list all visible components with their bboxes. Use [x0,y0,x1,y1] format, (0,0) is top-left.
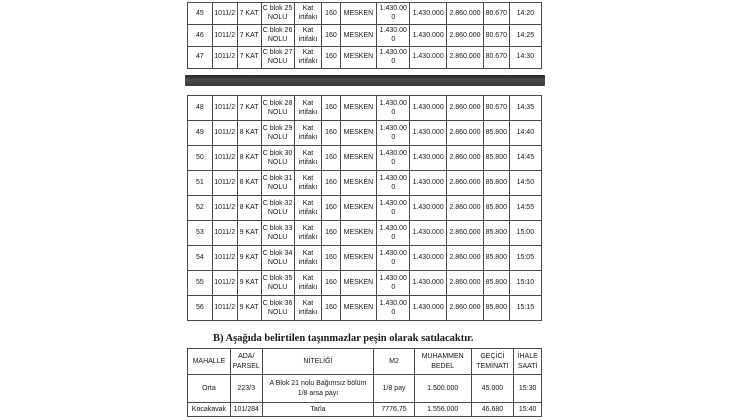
cell-teminat: 80.670 [483,24,509,46]
cell-nitelik: MESKEN [340,146,377,171]
cell-niteligi: A Blok 21 nolu Bağımsız bölüm 1/8 arsa payı [262,375,374,403]
cell-kat: 8 KAT [237,171,261,196]
cell-teminat: 85.800 [483,121,509,146]
cell-ada-parsel: 1011/2 [212,96,237,121]
cell-sira-no: 54 [188,246,213,271]
cell-m2: 160 [322,171,340,196]
cell-irtifak: Kat irtifakı [294,171,322,196]
cell-ada-parsel: 1011/2 [212,221,237,246]
cell-bedel-2: 1.430.000 [410,46,447,68]
cell-irtifak: Kat irtifakı [294,121,322,146]
cell-ihale-saati: 15:00 [509,221,541,246]
header-row [188,349,542,375]
cell-m2: 160 [322,121,340,146]
cell-kat: 7 KAT [237,24,261,46]
cell-ada-parsel: 1011/2 [212,196,237,221]
cash-sale-table-b [187,348,542,417]
cell-bedel-2: 1.430.000 [410,171,447,196]
cell-ihale-saati: 14:40 [509,121,541,146]
cell-m2: 160 [322,196,340,221]
table-a1-body [188,3,542,69]
cell-teminat: 85.800 [483,271,509,296]
cell-irtifak: Kat irtifakı [294,221,322,246]
cell-sira-no: 49 [188,121,213,146]
cell-sira-no: 46 [188,24,213,46]
cell-bedel-2: 1.430.000 [410,246,447,271]
cell-irtifak: Kat irtifakı [294,96,322,121]
cell-ada-parsel: 223/3 [230,375,262,403]
cell-bedel-2: 1.430.000 [410,271,447,296]
cell-bedel-1: 1.430.000 [377,271,410,296]
cell-m2: 160 [322,246,340,271]
cell-nitelik: MESKEN [340,246,377,271]
cell-nitelik: MESKEN [340,3,377,25]
cell-m2: 160 [322,3,340,25]
cell-teminat: 80.670 [483,96,509,121]
cell-ada-parsel: 1011/2 [212,246,237,271]
cell-bedel-1: 1.430.000 [377,96,410,121]
cell-kat: 9 KAT [237,271,261,296]
table-row [188,271,542,296]
cell-nitelik: MESKEN [340,46,377,68]
cell-m2: 160 [322,296,340,321]
cell-gecici-teminati: 45.000 [471,375,514,403]
cell-nitelik: MESKEN [340,121,377,146]
cell-kat: 8 KAT [237,196,261,221]
cell-m2: 160 [322,221,340,246]
cell-kat: 9 KAT [237,221,261,246]
cell-nitelik: MESKEN [340,296,377,321]
cell-ada-parsel: 1011/2 [212,121,237,146]
header-gecici-teminati: GEÇİCİ TEMİNATI [471,349,514,375]
cell-m2: 1/8 pay [374,375,415,403]
cell-ihale-saati: 14:30 [509,46,541,68]
cell-niteligi: Tarla [262,403,374,417]
cell-bedel-2: 1.430.000 [410,96,447,121]
cell-m2: 160 [322,24,340,46]
cell-nitelik: MESKEN [340,96,377,121]
cell-m2: 7776,75 [374,403,415,417]
cell-blok-no: C blok 33 NOLU [261,221,294,246]
cell-m2: 160 [322,46,340,68]
cell-bedel-1: 1.430.000 [377,246,410,271]
cell-blok-no: C blok 35 NOLU [261,271,294,296]
cell-blok-no: C blok 32 NOLU [261,196,294,221]
cell-bedel-2: 1.430.000 [410,3,447,25]
cell-toplam-bedel: 2.860.000 [447,246,484,271]
cell-teminat: 80.670 [483,46,509,68]
cell-ihale-saati: 14:50 [509,171,541,196]
table-row [188,46,542,68]
cell-bedel-1: 1.430.000 [377,3,410,25]
cell-mahalle: Orta [188,375,231,403]
cell-kat: 7 KAT [237,3,261,25]
cell-ada-parsel: 1011/2 [212,171,237,196]
cell-toplam-bedel: 2.860.000 [447,146,484,171]
cell-kat: 9 KAT [237,296,261,321]
cell-muhammen-bedel: 1.556.000 [414,403,471,417]
cell-irtifak: Kat irtifakı [294,271,322,296]
cell-kat: 7 KAT [237,46,261,68]
header-niteligi: NİTELİĞİ [262,349,374,375]
cell-bedel-1: 1.430.000 [377,171,410,196]
cell-sira-no: 52 [188,196,213,221]
header-muhammen-bedel: MUHAMMEN BEDEL [414,349,471,375]
table-row [188,403,542,417]
cell-sira-no: 48 [188,96,213,121]
cell-nitelik: MESKEN [340,24,377,46]
table-a2-body [188,96,542,321]
table-b-body [188,375,542,417]
cell-irtifak: Kat irtifakı [294,24,322,46]
cell-blok-no: C blok 30 NOLU [261,146,294,171]
table-row [188,3,542,25]
cell-irtifak: Kat irtifakı [294,3,322,25]
cell-teminat: 85.800 [483,196,509,221]
cell-ihale-saati: 15:30 [514,375,542,403]
header-m2: M2 [374,349,415,375]
page-break-separator-bar [185,75,545,86]
cell-kat: 8 KAT [237,146,261,171]
cell-bedel-2: 1.430.000 [410,296,447,321]
cell-bedel-2: 1.430.000 [410,146,447,171]
table-row [188,246,542,271]
cell-sira-no: 53 [188,221,213,246]
cell-nitelik: MESKEN [340,196,377,221]
cell-ada-parsel: 1011/2 [212,271,237,296]
cell-irtifak: Kat irtifakı [294,46,322,68]
cell-sira-no: 56 [188,296,213,321]
cell-kat: 8 KAT [237,121,261,146]
table-row [188,24,542,46]
auction-table-a-rows-48-56 [187,95,542,321]
table-row [188,296,542,321]
cell-nitelik: MESKEN [340,271,377,296]
cell-toplam-bedel: 2.860.000 [447,221,484,246]
cell-ada-parsel: 101/284 [230,403,262,417]
cell-toplam-bedel: 2.860.000 [447,121,484,146]
cell-irtifak: Kat irtifakı [294,196,322,221]
cell-kat: 9 KAT [237,246,261,271]
cell-bedel-2: 1.430.000 [410,121,447,146]
cell-bedel-1: 1.430.000 [377,46,410,68]
table-row [188,221,542,246]
cell-blok-no: C blok 31 NOLU [261,171,294,196]
cell-bedel-2: 1.430.000 [410,24,447,46]
cell-toplam-bedel: 2.860.000 [447,171,484,196]
table-row [188,96,542,121]
cell-toplam-bedel: 2.860.000 [447,46,484,68]
cell-muhammen-bedel: 1.500.000 [414,375,471,403]
cell-ihale-saati: 14:55 [509,196,541,221]
cell-toplam-bedel: 2.860.000 [447,3,484,25]
cell-ada-parsel: 1011/2 [212,296,237,321]
cell-irtifak: Kat irtifakı [294,146,322,171]
cell-blok-no: C blok 27 NOLU [261,46,294,68]
cell-kat: 7 KAT [237,96,261,121]
cell-mahalle: Kocakavak [188,403,231,417]
header-ihale-saati: İHALE SAATİ [514,349,542,375]
cell-ihale-saati: 14:20 [509,3,541,25]
cell-bedel-1: 1.430.000 [377,296,410,321]
cell-ada-parsel: 1011/2 [212,146,237,171]
cell-m2: 160 [322,96,340,121]
cell-toplam-bedel: 2.860.000 [447,271,484,296]
cell-sira-no: 45 [188,3,213,25]
table-b-header [188,349,542,375]
cell-m2: 160 [322,271,340,296]
cell-m2: 160 [322,146,340,171]
table-row [188,146,542,171]
cell-bedel-1: 1.430.000 [377,221,410,246]
cell-blok-no: C blok 36 NOLU [261,296,294,321]
cell-irtifak: Kat irtifakı [294,246,322,271]
cell-blok-no: C blok 26 NOLU [261,24,294,46]
cell-toplam-bedel: 2.860.000 [447,96,484,121]
table-row [188,375,542,403]
cell-ada-parsel: 1011/2 [212,3,237,25]
cell-nitelik: MESKEN [340,171,377,196]
cell-ihale-saati: 15:15 [509,296,541,321]
cell-ihale-saati: 14:35 [509,96,541,121]
cell-irtifak: Kat irtifakı [294,296,322,321]
cell-ihale-saati: 15:40 [514,403,542,417]
cell-teminat: 85.800 [483,171,509,196]
cell-toplam-bedel: 2.860.000 [447,196,484,221]
cell-sira-no: 47 [188,46,213,68]
cell-blok-no: C blok 28 NOLU [261,96,294,121]
cell-bedel-2: 1.430.000 [410,196,447,221]
cell-ada-parsel: 1011/2 [212,46,237,68]
cell-teminat: 85.800 [483,296,509,321]
cell-teminat: 85.800 [483,146,509,171]
cell-toplam-bedel: 2.860.000 [447,24,484,46]
cell-bedel-2: 1.430.000 [410,221,447,246]
auction-table-a-rows-45-47 [187,2,542,69]
cell-teminat: 80.670 [483,3,509,25]
cell-bedel-1: 1.430.000 [377,146,410,171]
cell-ihale-saati: 14:45 [509,146,541,171]
header-ada-parsel: ADA/ PARSEL [230,349,262,375]
cell-sira-no: 50 [188,146,213,171]
cell-ihale-saati: 15:10 [509,271,541,296]
cell-blok-no: C blok 25 NOLU [261,3,294,25]
cell-bedel-1: 1.430.000 [377,196,410,221]
table-row [188,196,542,221]
cell-bedel-1: 1.430.000 [377,24,410,46]
table-row [188,171,542,196]
cell-sira-no: 55 [188,271,213,296]
cell-bedel-1: 1.430.000 [377,121,410,146]
cell-nitelik: MESKEN [340,221,377,246]
cell-teminat: 85.800 [483,246,509,271]
cell-ihale-saati: 14:25 [509,24,541,46]
table-row [188,121,542,146]
cell-teminat: 85.800 [483,221,509,246]
cell-ada-parsel: 1011/2 [212,24,237,46]
cell-toplam-bedel: 2.860.000 [447,296,484,321]
cell-gecici-teminati: 46.680 [471,403,514,417]
cell-sira-no: 51 [188,171,213,196]
cell-blok-no: C blok 34 NOLU [261,246,294,271]
section-b-heading: B) Aşağıda belirtilen taşınmazlar peşin olarak satılacaktır. [213,333,474,344]
cell-ihale-saati: 15:05 [509,246,541,271]
cell-blok-no: C blok 29 NOLU [261,121,294,146]
header-mahalle: MAHALLE [188,349,231,375]
